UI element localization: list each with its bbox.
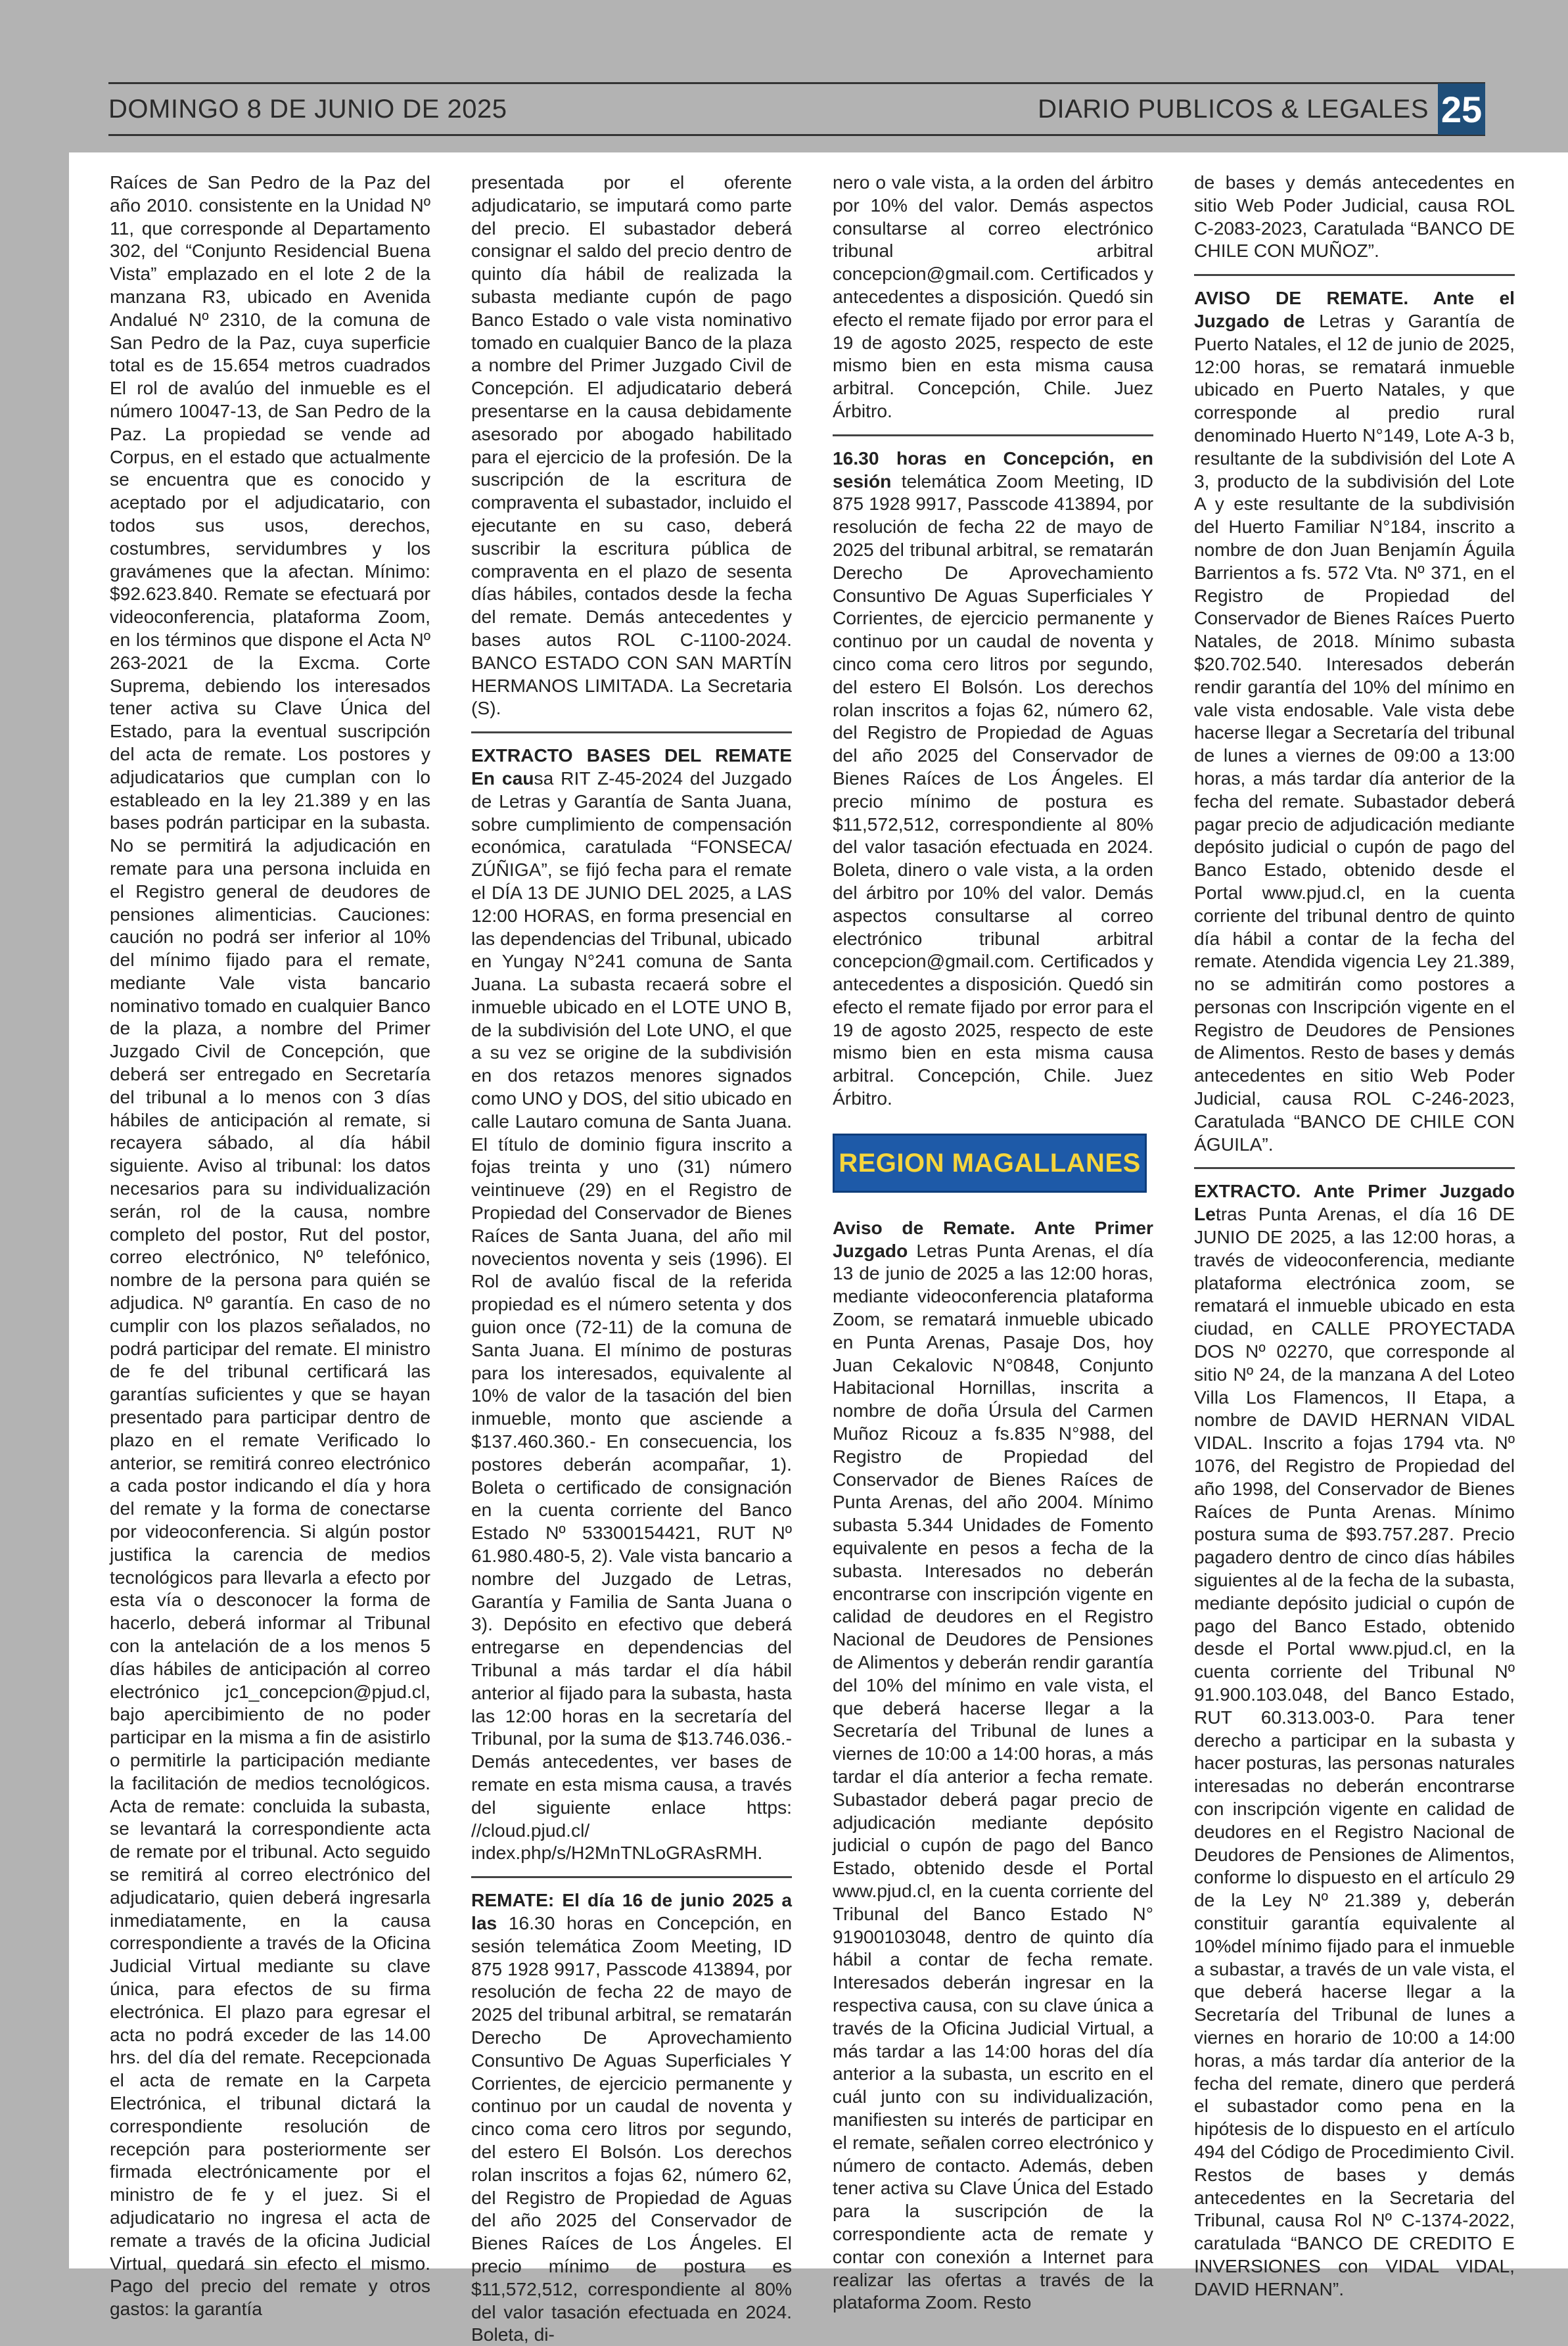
- notice-text: Letras Punta Arenas, el día 13 de junio de 2025 a las 12:00 horas, mediante videoconferencia plataforma Zoom, se rematará inmueble ubicado en Punta Arenas, Pasaje Dos, hoy Juan Cekalovic N°0848, Conjunto Habitacional Hornillas, inscrita a nombre de doña Úrsula del Carmen Muñoz Ricouz a fs.835 N°988, del Registro de Propiedad del Conservador de Bienes Raíces de Punta Arenas, del año 2004. Mínimo subasta 5.344 Unidades de Fomento equivalente en pesos a fecha de la subasta. Interesados no deberán encontrarse con inscripción vigente en calidad de deudores en el Registro Nacional de Deudores de Pensiones de Alimentos y deberán rendir garantía del 10% del mínimo en vale vista, el que deberá hacerse llegar a la Secretaría del Tribunal de lunes a viernes de 10:00 a 14:00 horas, a más tardar el día anterior a fecha remate. Subastador deberá pagar precio de adjudicación mediante depósito judicial o cupón de pago del Banco Estado, obtenido desde el Portal www.pjud.cl, en la cuenta corriente del Tribunal del Banco Estado N° 91900103048, dentro de quinto día hábil a contar de fecha remate. Interesados deberán ingresar en la respectiva causa, con su clave única a través de la Oficina Judicial Virtual, a más tardar a las 14:00 horas del día anterior a la subasta, un escrito en el cuál junto con su individualización, manifiesten su interés de participar en el remate, señalen correo electrónico y número de contacto. Además, deben tener activa su Clave Única del Estado para la suscripción de la correspondiente acta de remate y contar con conexión a Internet para realizar las ofertas a través de la plataforma Zoom. Resto: [833, 1239, 1153, 2313]
- notice-aviso-remate-punta-arenas: [833, 1216, 1153, 2314]
- notice-heading: REMATE: El día 16 de junio 2025 a las: [471, 1889, 792, 1933]
- notice-concepcion-session: [833, 447, 1153, 1110]
- notice-extracto-punta-arenas: [1194, 1180, 1515, 2300]
- notice-heading: 16.30 horas en Concepción, en sesión: [833, 447, 1153, 492]
- notice-remate-16-junio: [471, 1889, 792, 2346]
- page-number-badge: 25: [1438, 83, 1485, 135]
- notice-text: Letras y Garantía de Puerto Natales, el 12 de junio de 2025, 12:00 horas, se rematará inmueble ubicado en Puerto Natales, y que corresponde al predio rural denominado Huerto N°149, Lote A-3 b, resultante de la subdivisión del Lote A 3, producto de la subdivisión del Lote A y este resultante de la subdivisión del Huerto Familiar N°184, inscrito a nombre de don Juan Benjamín Águila Barrientos a fs. 572 Vta. Nº 371, en el Registro de Propiedad del Conservador de Bienes Raíces Puerto Natales, de 2018. Mínimo subasta $20.702.540. Interesados deberán rendir garantía del 10% del mínimo en vale vista endosable. Vale vista debe hacerse llegar a Secretaría del tribunal de lunes a viernes de 09:00 a 13:00 horas, a más tardar día anterior de la fecha del remate. Subastador deberá pagar precio de adjudicación mediante depósito judicial o cupón de pago del Banco Estado, obtenido desde el Portal www.pjud.cl, en la cuenta corriente del tribunal dentro de quinto día hábil a contar de la fecha del remate. Atendida vigencia Ley 21.389, no se admitirán como postores a personas con Inscripción vigente en el Registro de Deudores de Pensiones de Alimentos. Resto de bases y demás antecedentes en sitio Web Poder Judicial, causa ROL C-246-2023, Caratulada “BANCO DE CHILE CON ÁGUILA”.: [1194, 310, 1515, 1155]
- notice-text: telemática Zoom Meeting, ID 875 1928 9917, Passcode 413894, por resolución de fecha 22 de mayo de 2025 del tribunal arbitral, se rematarán Derecho De Aprovechamiento Consuntivo De Aguas Superficiales Y Corrientes, de ejercicio permanente y continuo por un caudal de noventa y cinco coma cero litros por segundo, del estero El Bolsón. Los derechos rolan inscritos a fojas 62, número 62, del Registro de Propiedad de Aguas del año 2025 del Conservador de Bienes Raíces de Los Ángeles. El precio mínimo de postura es $11,572,512, correspondiente al 80% del valor tasación efectuada en 2024. Boleta, dinero o vale vista, a la orden del árbitro por 10% del valor. Demás aspectos consultarse al correo electrónico tribunal arbitral concepcion@gmail.com. Certificados y antecedentes a disposición. Quedó sin efecto el remate fijado por error para el 19 de agosto 2025, respecto de este mismo bien en esta misma causa arbitral. Concepción, Chile. Juez Árbitro.: [833, 470, 1153, 1109]
- section-banner: REGION MAGALLANES: [833, 1134, 1147, 1193]
- column-1: [110, 171, 430, 2320]
- notice-heading: EXTRACTO BASES DEL REMATE En cau: [471, 745, 792, 789]
- notice-divider: [1194, 274, 1515, 276]
- header-right: [1038, 83, 1485, 135]
- notice-heading: EXTRACTO. Ante Primer Juzgado Le: [1194, 1180, 1515, 1225]
- column-4: [1194, 171, 1515, 2301]
- notice-heading: AVISO DE REMATE. Ante el Juzgado de: [1194, 287, 1515, 331]
- notice-text: nero o vale vista, a la orden del árbitro por 10% del valor. Demás aspectos consultarse al correo electrónico tribunal arbitral concepcion@gmail.com. Certificados y antecedentes a disposición. Quedó sin efecto el remate fijado por error para el 19 de agosto 2025, respecto de este mismo bien en esta misma causa arbitral. Concepción, Chile. Juez Árbitro.: [833, 172, 1153, 421]
- notice-heading: Aviso de Remate. Ante Primer Juzgado: [833, 1216, 1153, 1261]
- notice-divider: [833, 434, 1153, 436]
- notice-text: sa RIT Z-45-2024 del Juzgado de Letras y Garantía de Santa Juana, sobre cumplimiento de compensación económica, caratulada “FONSECA/ ZÚÑIGA”, se fijó fecha para el remate el DÍA 13 DE JUNIO DEL 2025, a LAS 12:00 HORAS, en forma presencial en las dependencias del Tribunal, ubicado en Yungay N°241 comuna de Santa Juana. La subasta recaerá sobre el inmueble ubicado en el LOTE UNO B, de la subdivisión del Lote UNO, el que a su vez se origine de la subdivisión en dos retazos menores signados como UNO y DOS, del sitio ubicado en calle Lautaro comuna de Santa Juana. El título de dominio figura inscrito a fojas treinta y uno (31) número veintinueve (29) en el Registro de Propiedad del Conservador de Bienes Raíces de Santa Juana, del año mil novecientos noventa y seis (1996). El Rol de avalúo fiscal de la referida propiedad es el número setenta y dos guion once (72-11) de la comuna de Santa Juana. El mínimo de posturas para los interesados, equivalente al 10% de valor de la tasación del bien inmueble, monto que asciende a $137.460.360.- En consecuencia, los postores deberán acompañar, 1). Boleta o certificado de consignación en la cuenta corriente del Banco Estado Nº 53300154421, RUT Nº 61.980.480-5, 2). Vale vista bancario a nombre del Juzgado de Letras, Garantía y Familia de Santa Juana o 3). Depósito en efectivo que deberá entregarse en dependencias del Tribunal a más tardar el día hábil anterior al fijado para la subasta, hasta las 12:00 horas en la secretaría del Tribunal, por la suma de $13.746.036.- Demás antecedentes, ver bases de remate en esta misma causa, a través del siguiente enlace https: //cloud.pjud.cl/ index.php/s/H2MnTNLoGRAsRMH.: [471, 767, 793, 1864]
- notice-divider: [471, 1876, 792, 1878]
- notice-divider: [471, 731, 792, 733]
- header-date: DOMINGO 8 DE JUNIO DE 2025: [108, 94, 507, 124]
- column-3: [833, 171, 1153, 2314]
- notice-extracto-bases: [471, 744, 792, 1864]
- notice-text: tras Punta Arenas, el día 16 DE JUNIO DE 2025, a las 12:00 horas, a través de videoconferencia, mediante plataforma electrónica zoom, se rematará el inmueble ubicado en esta ciudad, en CALLE PROYECTADA DOS Nº 02270, que corresponde al sitio Nº 24, de la manzana A del Loteo Villa Los Flamencos, II Etapa, a nombre de DAVID HERNAN VIDAL VIDAL. Inscrito a fojas 1794 vta. Nº 1076, del Registro de Propiedad del año 1998, del Conservador de Bienes Raíces de Punta Arenas. Mínimo postura suma de $93.757.287. Precio pagadero dentro de cinco días hábiles siguientes al de la fecha de la subasta, mediante depósito judicial o cupón de pago del Banco Estado, obtenido desde el Portal www.pjud.cl, en la cuenta corriente del Tribunal Nº 91.900.103.048, del Banco Estado, RUT 60.313.003-0. Para tener derecho a participar en la subasta y hacer posturas, las personas naturales interesadas no deberán encontrarse con inscripción vigente en calidad de deudores en el Registro Nacional de Deudores de Pensiones de Alimentos, conforme lo dispuesto en el artículo 29 de la Ley Nº 21.389 y, deberán constituir garantía equivalente al 10%del mínimo fijado para el inmueble a subastar, a través de un vale vista, el que deberá hacerse llegar a la Secretaría del Tribunal de lunes a viernes en horario de 10:00 a 14:00 horas, a más tardar día anterior de la fecha del remate, dinero que perderá el subastador como pena en la hipótesis de lo dispuesto en el artículo 494 del Código de Procedimiento Civil. Restos de bases y demás antecedentes en la Secretaria del Tribunal, causa Rol Nº C-1374-2022, caratulada “BANCO DE CREDITO E INVERSIONES con VIDAL VIDAL, DAVID HERNAN”.: [1194, 1203, 1515, 2299]
- publication-title: DIARIO PUBLICOS & LEGALES: [1038, 94, 1429, 124]
- notice-text: presentada por el oferente adjudicatario, se imputará como parte del precio. El subastador deberá consignar el saldo del precio dentro de quinto día hábil de realizada la subasta mediante cupón de pago Banco Estado o vale vista nominativo tomado en cualquier Banco de la plaza a nombre del Primer Juzgado Civil de Concepción. El adjudicatario deberá presentarse en la causa debidamente asesorado por abogado habilitado para el ejercicio de la profesión. De la suscripción de la escritura de compraventa el subastador, incluido el ejecutante en su caso, deberá suscribir la escritura pública de compraventa en el plazo de sesenta días hábiles, contados desde la fecha del remate. Demás antecedentes y bases autos ROL C-1100-2024. BANCO ESTADO CON SAN MARTÍN HERMANOS LIMITADA. La Secretaria (S).: [471, 172, 792, 719]
- notice-text: de bases y demás antecedentes en sitio Web Poder Judicial, causa ROL C-2083-2023, Caratulada “BANCO DE CHILE CON MUÑOZ”.: [1194, 172, 1515, 262]
- newspaper-page: [69, 152, 1568, 2345]
- notice-text: 16.30 horas en Concepción, en sesión telemática Zoom Meeting, ID 875 1928 9917, Passcode 413894, por resolución de fecha 22 de mayo de 2025 del tribunal arbitral, se rematarán Derecho De Aprovechamiento Consuntivo De Aguas Superficiales Y Corrientes, de ejercicio permanente y continuo por un caudal de noventa y cinco coma cero litros por segundo, del estero El Bolsón. Los derechos rolan inscritos a fojas 62, número 62, del Registro de Propiedad de Aguas del año 2025 del Conservador de Bienes Raíces de Los Ángeles. El precio mínimo de postura es $11,572,512, correspondiente al 80% del valor tasación efectuada en 2024. Boleta, di-: [471, 1912, 792, 2345]
- column-2: [471, 171, 792, 2346]
- page-header: [108, 82, 1485, 136]
- notice-aviso-remate-natales: [1194, 287, 1515, 1155]
- notice-text: Raíces de San Pedro de la Paz del año 2010. consistente en la Unidad Nº 11, que corresponde al Departamento 302, del “Conjunto Residencial Buena Vista” emplazado en el lote 2 de la manzana R3, ubicado en Avenida Andalué Nº 2310, de la comuna de San Pedro de la Paz, cuya superficie total es de 15.654 metros cuadrados El rol de avalúo del inmueble es el número 10047-13, de San Pedro de la Paz. La propiedad se vende ad Corpus, en el estado que actualmente se encuentra que es conocido y aceptado por el adjudicatario, con todos sus usos, derechos, costumbres, servidumbres y los gravámenes que la afectan. Mínimo: $92.623.840. Remate se efectuará por videoconferencia, plataforma Zoom, en los términos que dispone el Acta Nº 263-2021 de la Excma. Corte Suprema, debiendo los interesados tener activa su Clave Única del Estado, para la eventual suscripción del acta de remate. Los postores y adjudicatarios que cumplan con lo estableado en la ley 21.389 y en las bases podrán participar en la subasta. No se permitirá la adjudicación en remate para una persona incluida en el Registro general de deudores de pensiones alimenticias. Cauciones: caución no podrá ser inferior al 10% del mínimo fijado para el remate, mediante Vale vista bancario nominativo tomado en cualquier Banco de la plaza, a nombre del Primer Juzgado Civil de Concepción, que deberá ser entregado en Secretaría del tribunal a lo menos con 3 días hábiles de anticipación al remate, si recayera sábado, al día hábil siguiente. Aviso al tribunal: los datos necesarios para su individualización serán, rol de la causa, nombre completo del postor, Rut del postor, correo electrónico, Nº telefónico, nombre de la persona para quién se adjudica. Nº garantía. En caso de no cumplir con los plazos señalados, no podrá participar del remate. El ministro de fe del tribunal certificará las garantías suficientes y que se hayan presentado para participar dentro de plazo en el remate Verificado lo anterior, se remitirá conreo electrónico a cada postor indicando el día y hora del remate y la forma de conectarse por videoconferencia. Si algún postor justifica la carencia de medios tecnológicos para llevarla a efecto por esta vía o desconocer la forma de hacerlo, deberá informar al Tribunal con la antelación de a los menos 5 días hábiles de anticipación al correo electrónico jc1_concepcion@pjud.cl, bajo apercibimiento de no poder participar en la misma a fin de asistirlo o permitirle la participación mediante la facilitación de medios tecnológicos. Acta de remate: concluida la subasta, se levantará la correspondiente acta de remate por el tribunal. Acto seguido se remitirá al correo electrónico del adjudicatario, quien deberá ingresarla inmediatamente, en la causa correspondiente a través de la Oficina Judicial Virtual mediante su clave única, para efectos de su firma electrónica. El plazo para egresar el acta no podrá exceder de las 14.00 hrs. del día del remate. Recepcionada el acta de remate en la Carpeta Electrónica, el tribunal dictará la correspondiente resolución de recepción para posteriormente ser firmada electrónicamente por el ministro de fe y el juez. Si el adjudicatario no ingresa el acta de remate a través de la oficina Judicial Virtual, quedará sin efecto el mismo. Pago del precio del remate y otros gastos: la garantía: [110, 172, 430, 2320]
- notice-divider: [1194, 1167, 1515, 1169]
